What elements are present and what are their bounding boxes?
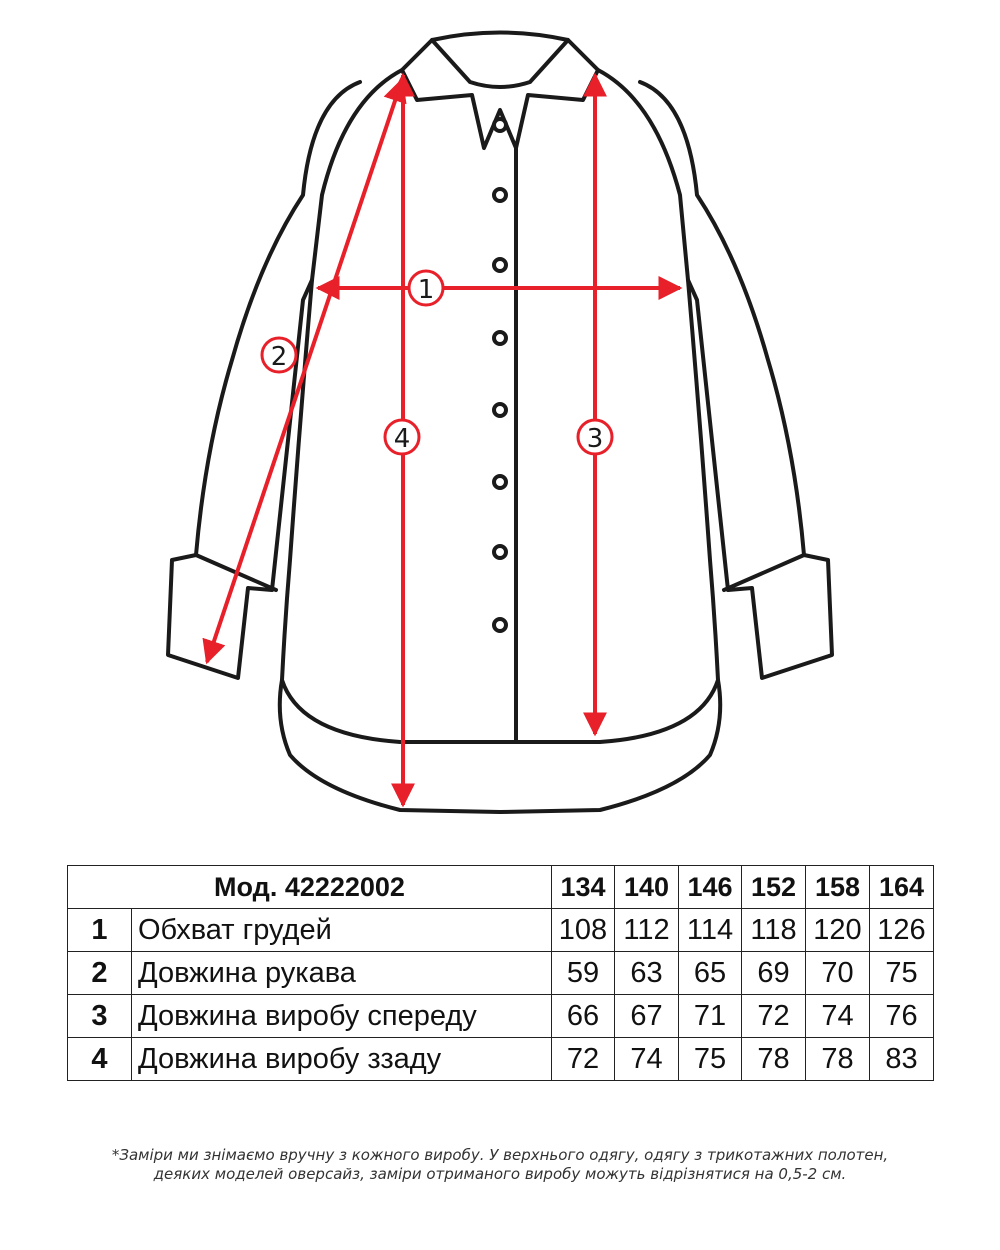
table-cell: 112 <box>615 909 679 952</box>
row-label: Довжина рукава <box>132 952 552 995</box>
table-header-row <box>68 866 934 909</box>
button <box>494 546 506 558</box>
button <box>494 189 506 201</box>
marker-1 <box>409 271 443 305</box>
right-cuff-seam <box>724 555 804 590</box>
size-table <box>67 865 934 1081</box>
footnote-line-1: *Заміри ми знімаємо вручну з кожного виробу. У верхнього одягу, одягу з трикотажних полотен, <box>111 1146 889 1164</box>
table-row <box>68 995 934 1038</box>
table-cell: 74 <box>615 1038 679 1081</box>
size-header: 140 <box>615 866 679 909</box>
table-cell: 75 <box>870 952 934 995</box>
table-cell: 70 <box>806 952 870 995</box>
table-cell: 63 <box>615 952 679 995</box>
size-header: 158 <box>806 866 870 909</box>
table-cell: 65 <box>679 952 742 995</box>
marker-4 <box>385 420 419 454</box>
table-row <box>68 1038 934 1081</box>
table-cell: 71 <box>679 995 742 1038</box>
table-cell: 118 <box>742 909 806 952</box>
row-label: Довжина виробу спереду <box>132 995 552 1038</box>
row-label: Довжина виробу ззаду <box>132 1038 552 1081</box>
marker-2 <box>262 338 296 372</box>
size-header: 146 <box>679 866 742 909</box>
table-cell: 126 <box>870 909 934 952</box>
button <box>494 259 506 271</box>
row-label: Обхват грудей <box>132 909 552 952</box>
table-cell: 108 <box>552 909 615 952</box>
marker-2-label: 2 <box>270 342 288 372</box>
table-cell: 78 <box>742 1038 806 1081</box>
collar-neckline <box>432 40 568 87</box>
button <box>494 332 506 344</box>
front-hem <box>282 680 718 742</box>
table-cell: 75 <box>679 1038 742 1081</box>
table-cell: 59 <box>552 952 615 995</box>
button <box>494 404 506 416</box>
table-cell: 114 <box>679 909 742 952</box>
row-number: 1 <box>68 909 132 952</box>
row-number: 4 <box>68 1038 132 1081</box>
table-cell: 72 <box>742 995 806 1038</box>
button <box>494 476 506 488</box>
row-number: 3 <box>68 995 132 1038</box>
left-sleeve <box>168 82 360 678</box>
table-cell: 83 <box>870 1038 934 1081</box>
marker-4-label: 4 <box>393 424 411 454</box>
marker-1-label: 1 <box>417 275 435 305</box>
marker-3-label: 3 <box>586 424 604 454</box>
footnote-line-2: деяких моделей оверсайз, заміри отриманого виробу можуть відрізнятися на 0,5-2 см. <box>153 1165 847 1183</box>
table-cell: 69 <box>742 952 806 995</box>
table-cell: 74 <box>806 995 870 1038</box>
size-header: 164 <box>870 866 934 909</box>
arrow-sleeve <box>207 80 402 662</box>
table-cell: 76 <box>870 995 934 1038</box>
size-header: 134 <box>552 866 615 909</box>
markers <box>262 271 612 454</box>
button <box>494 619 506 631</box>
table-cell: 72 <box>552 1038 615 1081</box>
footnote <box>0 1146 1000 1184</box>
table-row <box>68 909 934 952</box>
buttons <box>494 119 506 631</box>
shirt-outline <box>168 33 832 813</box>
table-cell: 120 <box>806 909 870 952</box>
button <box>494 119 506 131</box>
table-cell: 67 <box>615 995 679 1038</box>
table-cell: 78 <box>806 1038 870 1081</box>
model-title: Мод. 42222002 <box>68 866 552 909</box>
size-header: 152 <box>742 866 806 909</box>
row-number: 2 <box>68 952 132 995</box>
table-cell: 66 <box>552 995 615 1038</box>
right-sleeve <box>640 82 832 678</box>
marker-3 <box>578 420 612 454</box>
table-row <box>68 952 934 995</box>
